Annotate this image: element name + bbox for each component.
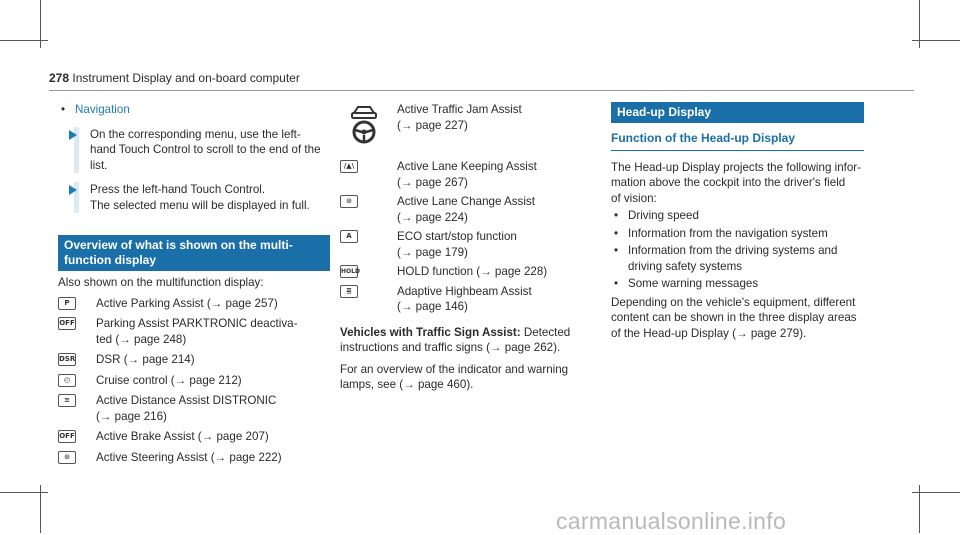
intro-paragraph: [611, 160, 864, 207]
head-up-display-section-title: Head-up Display: [611, 102, 864, 123]
list-item: [611, 226, 864, 242]
list-item: [340, 102, 585, 150]
item-text: Information from the navigation system: [628, 226, 828, 240]
list-item: [611, 243, 864, 274]
right-column: [611, 102, 864, 341]
crop-mark: [0, 492, 48, 493]
step-2: [58, 182, 330, 213]
item-text: Active Lane Keeping Assist: [397, 160, 537, 173]
section-title-line: Overview of what is shown on the multi-: [64, 238, 293, 252]
paragraph-text: mation above the cockpit into the driver's field: [611, 176, 846, 189]
paragraph-text: of the Head-up Display (→ page 279).: [611, 326, 807, 340]
paragraph-text: The Head-up Display projects the following infor-: [611, 160, 862, 174]
overview-section-title: [58, 235, 330, 271]
item-text: Active Steering Assist (→ page 222): [96, 450, 282, 464]
traffic-sign-assist-heading: Vehicles with Traffic Sign Assist:: [340, 325, 521, 339]
list-item: [611, 276, 864, 292]
watermark: carmanualsonline.info: [556, 508, 787, 534]
list-item: [340, 264, 585, 280]
item-text: Parking Assist PARKTRONIC deactiva-: [96, 317, 298, 330]
bullet-icon: •: [614, 244, 619, 257]
item-text: Driving speed: [628, 209, 699, 222]
crop-mark: [912, 40, 960, 41]
item-text: (→ page 267): [397, 175, 468, 189]
header-divider: [49, 90, 914, 91]
list-item: [58, 429, 330, 445]
active-parking-assist-icon: P: [58, 297, 76, 310]
lane-change-assist-icon: ⊙: [340, 195, 358, 208]
paragraph-text: lamps, see (→ page 460).: [340, 378, 474, 391]
bullet-icon: •: [614, 226, 619, 240]
item-text: (→ page 224): [397, 210, 468, 224]
step-text: hand Touch Control to scroll to the end of the: [90, 143, 321, 156]
list-item: [58, 373, 330, 389]
bullet-icon: •: [61, 103, 66, 116]
section-title-line: function display: [64, 253, 157, 267]
item-text: Active Traffic Jam Assist: [397, 103, 522, 116]
hold-icon: HOLD: [340, 265, 358, 278]
item-text: Cruise control (→ page 212): [96, 373, 242, 387]
list-item: [611, 208, 864, 224]
item-text: (→ page 216): [96, 409, 167, 423]
steering-assist-icon: ⊙: [58, 451, 76, 464]
item-text: Some warning messages: [628, 277, 759, 290]
list-item: [58, 296, 330, 312]
step-arrow-icon: [69, 185, 77, 195]
list-item: [340, 194, 585, 225]
navigation-link[interactable]: Navigation: [75, 103, 130, 116]
list-item: [58, 450, 330, 466]
lane-keeping-assist-icon: /▲\: [340, 160, 358, 173]
bullet-icon: •: [614, 277, 619, 290]
overview-paragraph: [340, 362, 585, 393]
brake-assist-off-icon: OFF: [58, 430, 76, 443]
paragraph-text: instructions and traffic signs (→ page 262).: [340, 341, 561, 354]
parktronic-off-icon: OFF: [58, 317, 76, 330]
also-shown-text: Also shown on the multifunction display:: [58, 276, 264, 289]
item-text: (→ page 227): [397, 118, 468, 132]
item-text: Information from the driving systems and: [628, 244, 838, 257]
function-subheading: Function of the Head-up Display: [611, 131, 864, 151]
left-column: [58, 102, 330, 465]
list-item: [58, 352, 330, 368]
paragraph-text: content can be shown in the three display areas: [611, 311, 857, 324]
item-text: ted (→ page 248): [96, 332, 187, 346]
step-text: On the corresponding menu, use the left-: [90, 127, 301, 141]
distance-assist-icon: ≡: [58, 394, 76, 407]
item-text: HOLD function (→ page 228): [397, 265, 548, 278]
traffic-sign-assist-paragraph: [340, 325, 585, 356]
crop-mark: [0, 40, 48, 41]
list-item: [58, 316, 330, 347]
item-text: Active Lane Change Assist: [397, 195, 535, 208]
paragraph-text: of vision:: [611, 191, 657, 205]
page-title: Instrument Display and on-board computer: [72, 71, 300, 85]
item-text: Adaptive Highbeam Assist: [397, 284, 532, 298]
list-item: [340, 284, 585, 315]
step-text: Press the left-hand Touch Control.: [90, 183, 266, 196]
item-text: Active Distance Assist DISTRONIC: [96, 394, 277, 407]
page-header: [49, 71, 300, 85]
dsr-icon: DSR: [58, 353, 76, 366]
step-1: [58, 127, 330, 174]
page-number: 278: [49, 71, 70, 85]
bullet-icon: •: [614, 209, 619, 222]
list-item: [58, 393, 330, 424]
item-text: (→ page 146): [397, 300, 468, 313]
paragraph-text: Detected: [520, 325, 571, 339]
item-text: driving safety systems: [628, 259, 743, 273]
cruise-control-icon: ◴: [58, 374, 76, 387]
middle-column: [340, 102, 585, 393]
step-text: list.: [90, 158, 108, 172]
item-text: (→ page 179): [397, 245, 468, 259]
highbeam-assist-icon: ≣: [340, 285, 358, 298]
nav-bullet[interactable]: [58, 102, 330, 118]
eco-start-stop-icon: A: [340, 230, 358, 243]
item-text: ECO start/stop function: [397, 230, 517, 243]
crop-mark: [912, 492, 960, 493]
paragraph-text: For an overview of the indicator and warning: [340, 362, 569, 376]
list-item: [340, 229, 585, 260]
step-text: The selected menu will be displayed in full.: [90, 198, 310, 212]
paragraph-text: Depending on the vehicle's equipment, different: [611, 295, 856, 309]
step-arrow-icon: [69, 130, 77, 140]
traffic-jam-assist-icon: [343, 104, 385, 144]
item-text: Active Parking Assist (→ page 257): [96, 296, 278, 310]
item-text: Active Brake Assist (→ page 207): [96, 430, 269, 443]
list-item: [340, 159, 585, 190]
outro-paragraph: [611, 295, 864, 342]
item-text: DSR (→ page 214): [96, 353, 195, 366]
